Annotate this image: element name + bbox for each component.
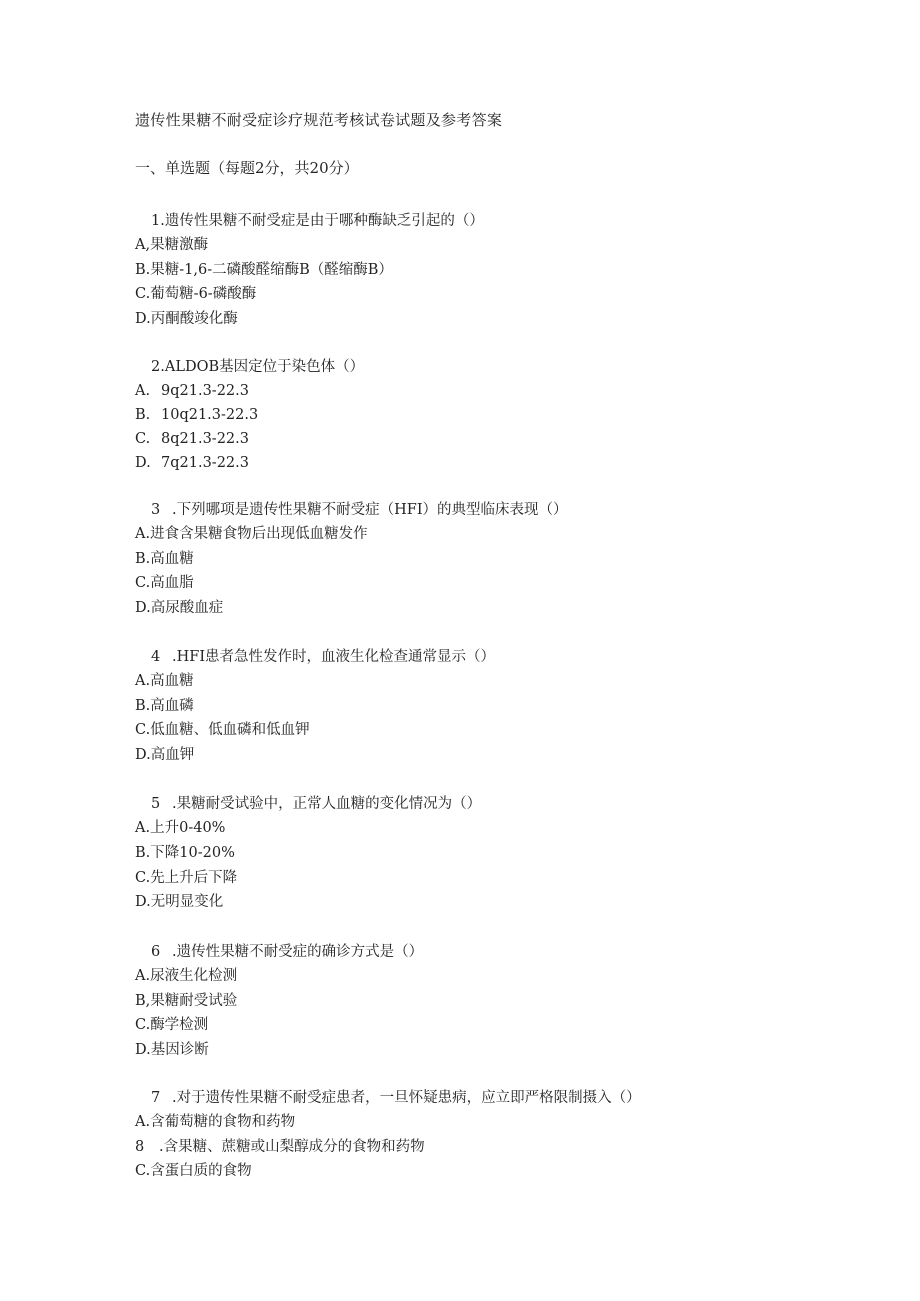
option-letter: A. [135, 673, 151, 689]
option-letter: D. [135, 455, 151, 471]
question-text: .果糖耐受试验中，正常人血糖的变化情况为（） [172, 796, 482, 812]
option-text: 7q21.3-22.3 [161, 455, 249, 471]
question-stem [151, 941, 423, 963]
option-a [135, 234, 208, 256]
option-b [135, 842, 235, 864]
question-stem [151, 793, 481, 815]
question-number: 5 [151, 796, 161, 812]
question-text: 遗传性果糖不耐受症是由于哪种酶缺乏引起的（） [164, 213, 484, 229]
option-letter: A. [135, 526, 151, 542]
option-text: 上升0-40% [150, 820, 226, 836]
option-c [135, 719, 310, 741]
question-stem [151, 210, 484, 232]
option-letter: C. [135, 431, 151, 447]
option-text: 高血糖 [150, 551, 194, 567]
option-text: 果糖-1,6-二磷酸醛缩酶B（醛缩酶B） [150, 262, 393, 278]
option-a [135, 965, 237, 987]
option-text: 葡萄糖-6-磷酸酶 [150, 286, 257, 302]
option-text: 10q21.3-22.3 [161, 407, 259, 423]
option-letter: A. [135, 820, 151, 836]
question-number: 6 [151, 944, 161, 960]
option-letter: A, [135, 237, 151, 253]
question-text: ALDOB基因定位于染色体（） [164, 359, 365, 375]
option-text: 高血脂 [150, 575, 194, 591]
option-d [135, 308, 238, 330]
option-letter: D. [135, 311, 151, 327]
option-letter: B. [135, 407, 151, 423]
question-stem [151, 646, 495, 668]
option-text: 进食含果糖食物后出现低血糖发作 [150, 526, 368, 542]
question-number: 2. [151, 359, 165, 375]
option-text: 酶学检测 [150, 1017, 209, 1033]
option-b [135, 1136, 425, 1158]
option-letter: B, [135, 993, 151, 1009]
option-letter: B. [135, 698, 151, 714]
option-letter: D. [135, 1042, 151, 1058]
option-d [135, 452, 249, 474]
question-number: 3 [151, 502, 161, 518]
option-a [135, 380, 249, 402]
option-text: 含蛋白质的食物 [150, 1163, 252, 1179]
option-c [135, 1014, 208, 1036]
option-letter: C. [135, 722, 151, 738]
option-a [135, 817, 225, 839]
option-b [135, 548, 194, 570]
option-text: 丙酮酸竣化酶 [150, 311, 238, 327]
option-b [135, 259, 393, 281]
option-a [135, 1111, 295, 1133]
question-text: .遗传性果糖不耐受症的确诊方式是（） [172, 944, 424, 960]
option-c [135, 572, 194, 594]
option-a [135, 523, 368, 545]
option-text: 含葡萄糖的食物和药物 [150, 1114, 296, 1130]
question-number: 1. [151, 213, 165, 229]
option-letter: A. [135, 1114, 151, 1130]
option-text: 高血糖 [150, 673, 194, 689]
option-text: 9q21.3-22.3 [161, 383, 249, 399]
option-c [135, 867, 237, 889]
option-a [135, 670, 194, 692]
section-heading: 一、单选题（每题2分，共20分） [135, 159, 359, 177]
option-letter: C. [135, 1163, 151, 1179]
option-text: 尿液生化检测 [150, 968, 238, 984]
option-letter: D. [135, 894, 151, 910]
option-letter: C. [135, 1017, 151, 1033]
question-stem [151, 356, 364, 378]
option-letter: D. [135, 600, 151, 616]
option-text: 高尿酸血症 [150, 600, 224, 616]
option-d [135, 597, 223, 619]
option-letter: A. [135, 968, 151, 984]
option-letter: D. [135, 747, 151, 763]
option-letter: C. [135, 870, 151, 886]
option-d [135, 1039, 209, 1061]
option-d [135, 891, 223, 913]
option-text: 果糖激酶 [150, 237, 209, 253]
option-text: 先上升后下降 [150, 870, 238, 886]
option-text: 下降10-20% [150, 845, 235, 861]
question-number: 4 [151, 649, 161, 665]
option-d [135, 744, 194, 766]
option-text: 果糖耐受试验 [150, 993, 238, 1009]
option-text: 8q21.3-22.3 [161, 431, 249, 447]
option-b [135, 695, 194, 717]
option-text: 无明显变化 [150, 894, 224, 910]
question-text: .下列哪项是遗传性果糖不耐受症（HFI）的典型临床表现（） [172, 502, 568, 518]
question-stem [151, 1087, 641, 1109]
option-letter: C. [135, 575, 151, 591]
option-b [135, 404, 258, 426]
option-text: 高血磷 [150, 698, 194, 714]
option-c [135, 283, 256, 305]
question-text: .HFI患者急性发作时，血液生化检查通常显示（） [172, 649, 496, 665]
option-letter: B. [135, 845, 151, 861]
option-letter: C. [135, 286, 151, 302]
option-c [135, 428, 249, 450]
document-title: 遗传性果糖不耐受症诊疗规范考核试卷试题及参考答案 [135, 111, 503, 129]
question-number: 7 [151, 1090, 161, 1106]
option-b [135, 990, 237, 1012]
option-text: 基因诊断 [150, 1042, 209, 1058]
option-text: 低血糖、低血磷和低血钾 [150, 722, 310, 738]
question-text: .对于遗传性果糖不耐受症患者，一旦怀疑患病，应立即严格限制摄入（） [172, 1090, 641, 1106]
question-stem [151, 499, 568, 521]
option-letter: A. [135, 383, 151, 399]
option-text: .含果糖、蔗糖或山梨醇成分的食物和药物 [159, 1139, 425, 1155]
option-c [135, 1160, 252, 1182]
option-letter: 8 [135, 1139, 145, 1155]
option-letter: B. [135, 551, 151, 567]
option-letter: B. [135, 262, 151, 278]
option-text: 高血钾 [150, 747, 195, 763]
